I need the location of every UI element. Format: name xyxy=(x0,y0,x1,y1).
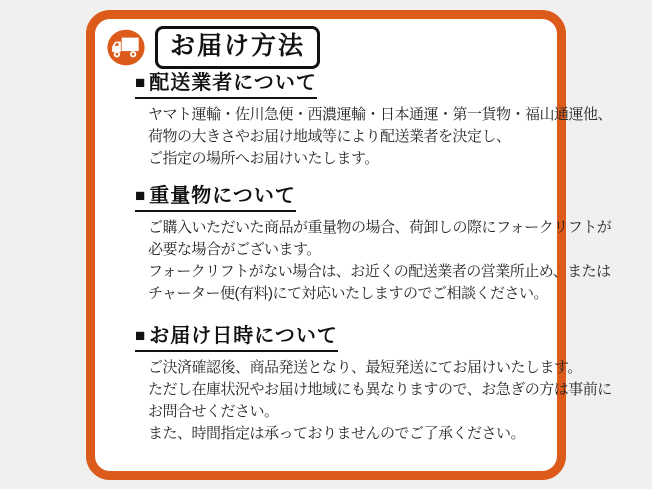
body-line: ヤマト運輸・佐川急便・西濃運輸・日本通運・第一貨物・福山通運他、 xyxy=(148,106,613,123)
body-line: ただし在庫状況やお届け地域にも異なりますので、お急ぎの方は事前に xyxy=(148,381,612,398)
section-heavy-items-heading xyxy=(135,185,296,212)
body-line: ご指定の場所へお届けいたします。 xyxy=(148,150,379,167)
body-line: フォークリフトがない場合は、お近くの配送業者の営業所止め、または xyxy=(148,263,611,280)
body-line: ご決済確認後、商品発送となり、最短発送にてお届けいたします。 xyxy=(148,359,582,376)
body-line: お問合せください。 xyxy=(148,403,279,420)
section-delivery-schedule-body xyxy=(148,357,612,445)
section-delivery-schedule-heading xyxy=(135,325,338,352)
section-heading-text: 配送業者について xyxy=(149,72,317,94)
delivery-info-panel xyxy=(86,10,613,480)
section-carriers-body xyxy=(148,104,613,170)
panel-title: お届け方法 xyxy=(155,26,320,69)
section-carriers xyxy=(135,72,613,170)
section-carriers-heading xyxy=(135,72,317,99)
panel-header xyxy=(107,26,557,69)
section-heading-text: お届け日時について xyxy=(149,325,338,347)
body-line: チャーター便(有料)にて対応いたしますのでご相談ください。 xyxy=(148,285,549,302)
body-line: ご購入いただいた商品が重量物の場合、荷卸しの際にフォークリフトが xyxy=(148,219,612,236)
body-line: また、時間指定は承っておりませんのでご了承ください。 xyxy=(148,425,526,442)
square-bullet-icon: ■ xyxy=(135,326,147,345)
truck-icon xyxy=(107,29,145,66)
section-heading-text: 重量物について xyxy=(149,185,296,207)
section-heavy-items xyxy=(135,185,612,305)
body-line: 必要な場合がございます。 xyxy=(148,241,321,258)
square-bullet-icon: ■ xyxy=(135,186,147,205)
body-line: 荷物の大きさやお届け地域等により配送業者を決定し、 xyxy=(148,128,511,145)
section-heavy-items-body xyxy=(148,217,612,305)
square-bullet-icon: ■ xyxy=(135,73,147,92)
section-delivery-schedule xyxy=(135,325,612,445)
